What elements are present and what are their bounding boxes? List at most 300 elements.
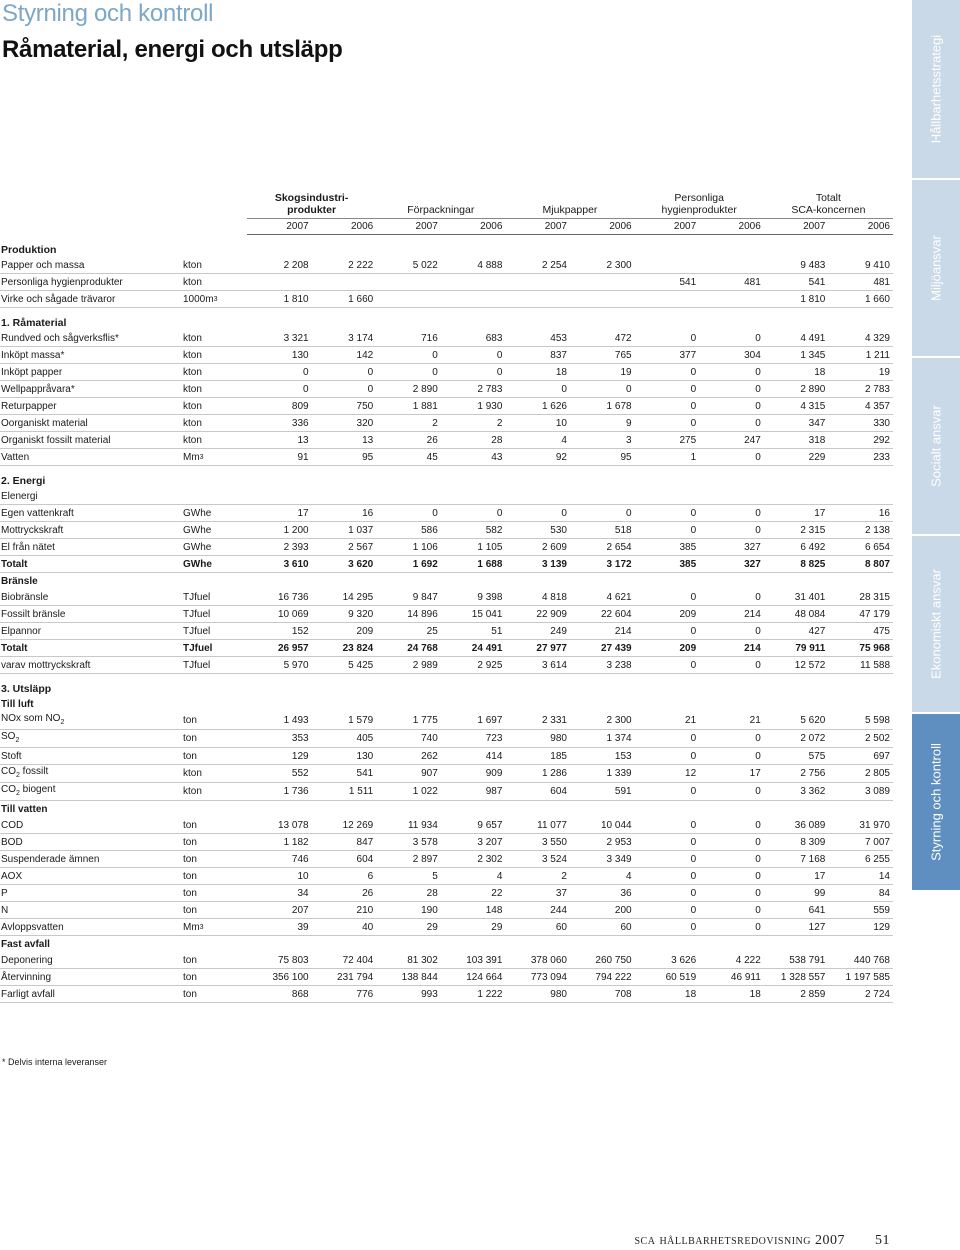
value-cell: 330 (828, 415, 893, 432)
value-cell: 385 (635, 539, 700, 556)
row-unit: ton (181, 834, 247, 851)
value-cell: 2 331 (505, 712, 570, 730)
value-cell: 1 736 (247, 783, 312, 801)
value-cell: 0 (635, 730, 700, 748)
value-cell: 1 692 (376, 556, 441, 573)
section-heading: 1. Råmaterial (1, 316, 67, 329)
row-label: Organiskt fossilt material (0, 432, 181, 449)
table-row (0, 257, 893, 274)
section-supertitle: Styrning och kontroll (2, 0, 214, 27)
value-cell: 4 888 (441, 257, 506, 274)
value-cell: 1 493 (247, 712, 312, 730)
value-cell: 9 483 (764, 257, 829, 274)
value-cell: 993 (376, 986, 441, 1003)
value-cell: 0 (635, 885, 700, 902)
value-cell: 4 (570, 868, 635, 885)
value-cell: 0 (635, 748, 700, 765)
value-cell: 200 (570, 902, 635, 919)
value-cell: 2 072 (764, 730, 829, 748)
value-cell: 2 300 (570, 257, 635, 274)
value-cell: 327 (699, 556, 764, 573)
row-unit: $1000m^3$ (181, 291, 247, 308)
group-header-skogsindustri: Skogsindustri- produkter (274, 192, 349, 216)
value-cell: 18 (635, 986, 700, 1003)
value-cell: 209 (635, 606, 700, 623)
row-label: Vatten (0, 449, 181, 466)
tab-miljoansvar[interactable]: Miljöansvar (912, 180, 960, 356)
value-cell: 39 (247, 919, 312, 936)
value-cell: 2 567 (312, 539, 377, 556)
row-unit: ton (181, 748, 247, 765)
row-unit: ton (181, 902, 247, 919)
value-cell: 327 (699, 539, 764, 556)
value-cell: 740 (376, 730, 441, 748)
value-cell: 3 578 (376, 834, 441, 851)
value-cell: 0 (635, 364, 700, 381)
value-cell: 2 925 (441, 657, 506, 674)
value-cell: 0 (699, 834, 764, 851)
row-label: Virke och sågade trävaror (0, 291, 181, 308)
tab-styrning-och-kontroll[interactable]: Styrning och kontroll (912, 714, 960, 890)
value-cell: 0 (699, 449, 764, 466)
value-cell: 24 768 (376, 640, 441, 657)
value-cell: 356 100 (247, 969, 312, 986)
value-cell (699, 291, 764, 308)
side-tab-bar (912, 0, 960, 1250)
value-cell: 2 393 (247, 539, 312, 556)
value-cell: 518 (570, 522, 635, 539)
table-row (0, 657, 893, 674)
value-cell (376, 291, 441, 308)
value-cell: 4 357 (828, 398, 893, 415)
value-cell: 23 824 (312, 640, 377, 657)
value-cell: 0 (635, 657, 700, 674)
value-cell: 0 (699, 364, 764, 381)
value-cell: 11 588 (828, 657, 893, 674)
value-cell: 124 664 (441, 969, 506, 986)
value-cell: 2 315 (764, 522, 829, 539)
row-label: Returpapper (0, 398, 181, 415)
row-label: Biobränsle (0, 589, 181, 606)
value-cell: 1 678 (570, 398, 635, 415)
value-cell: 3 238 (570, 657, 635, 674)
year-cell: 2007 (764, 219, 829, 235)
row-unit: TJfuel (181, 606, 247, 623)
value-cell: 25 (376, 623, 441, 640)
value-cell: 0 (635, 902, 700, 919)
value-cell: 541 (635, 274, 700, 291)
value-cell: 4 329 (828, 330, 893, 347)
value-cell: 552 (247, 765, 312, 783)
value-cell: 4 222 (699, 952, 764, 969)
value-cell: 591 (570, 783, 635, 801)
value-cell: 2 859 (764, 986, 829, 1003)
value-cell: 0 (699, 623, 764, 640)
value-cell: 34 (247, 885, 312, 902)
value-cell: 19 (570, 364, 635, 381)
value-cell: 260 750 (570, 952, 635, 969)
value-cell: 18 (505, 364, 570, 381)
value-cell: 0 (699, 817, 764, 834)
year-cell: 2007 (376, 219, 441, 235)
row-label: BOD (0, 834, 181, 851)
row-unit: TJfuel (181, 589, 247, 606)
value-cell: 51 (441, 623, 506, 640)
value-cell: 1 775 (376, 712, 441, 730)
row-label: NOx som $NO_2$ (0, 712, 181, 730)
value-cell: 1 881 (376, 398, 441, 415)
row-label: AOX (0, 868, 181, 885)
table-row (0, 606, 893, 623)
value-cell: 0 (635, 834, 700, 851)
value-cell: 2 222 (312, 257, 377, 274)
value-cell: 2 300 (570, 712, 635, 730)
value-cell: 2 (441, 415, 506, 432)
table-row (0, 330, 893, 347)
page-title: Råmaterial, energi och utsläpp (2, 36, 343, 63)
section-heading: 2. Energi (1, 474, 46, 487)
year-cell: 2007 (505, 219, 570, 235)
value-cell: 3 524 (505, 851, 570, 868)
value-cell: 1 626 (505, 398, 570, 415)
value-cell: 8 825 (764, 556, 829, 573)
table-row (0, 817, 893, 834)
row-label: Fossilt bränsle (0, 606, 181, 623)
value-cell: 765 (570, 347, 635, 364)
table-row (0, 640, 893, 657)
row-label: Återvinning (0, 969, 181, 986)
row-unit: ton (181, 712, 247, 730)
table-row (0, 868, 893, 885)
table-row (0, 986, 893, 1003)
value-cell (505, 274, 570, 291)
table-row (0, 398, 893, 415)
value-cell: 1 (635, 449, 700, 466)
value-cell: 16 (828, 505, 893, 522)
value-cell: 5 598 (828, 712, 893, 730)
value-cell: 214 (570, 623, 635, 640)
row-label: Farligt avfall (0, 986, 181, 1003)
value-cell: 60 519 (635, 969, 700, 986)
value-cell: 378 060 (505, 952, 570, 969)
table-row (0, 834, 893, 851)
value-cell: 29 (376, 919, 441, 936)
value-cell: 575 (764, 748, 829, 765)
value-cell: 3 614 (505, 657, 570, 674)
value-cell (699, 257, 764, 274)
year-cell: 2006 (570, 219, 635, 235)
value-cell: 559 (828, 902, 893, 919)
value-cell: 1 810 (764, 291, 829, 308)
value-cell: 0 (699, 381, 764, 398)
value-cell: 405 (312, 730, 377, 748)
row-unit: kton (181, 364, 247, 381)
value-cell: 75 803 (247, 952, 312, 969)
value-cell: 2 989 (376, 657, 441, 674)
value-cell: 3 174 (312, 330, 377, 347)
value-cell: 683 (441, 330, 506, 347)
value-cell: 127 (764, 919, 829, 936)
value-cell: 0 (441, 364, 506, 381)
row-label: Mottryckskraft (0, 522, 181, 539)
year-cell: 2007 (247, 219, 312, 235)
value-cell: 0 (376, 347, 441, 364)
value-cell: 10 069 (247, 606, 312, 623)
value-cell: 2 (505, 868, 570, 885)
row-label: Elpannor (0, 623, 181, 640)
value-cell: 24 491 (441, 640, 506, 657)
value-cell: 2 783 (441, 381, 506, 398)
group-header-forpackningar: Förpackningar (407, 204, 475, 216)
subsection-heading: Bränsle (1, 575, 38, 587)
value-cell: 0 (441, 505, 506, 522)
table-row (0, 381, 893, 398)
value-cell: 12 269 (312, 817, 377, 834)
table-row (0, 623, 893, 640)
value-cell: 75 968 (828, 640, 893, 657)
value-cell: 129 (828, 919, 893, 936)
value-cell: 868 (247, 986, 312, 1003)
value-cell: 48 084 (764, 606, 829, 623)
value-cell: 0 (699, 730, 764, 748)
row-unit: kton (181, 274, 247, 291)
value-cell: 1 211 (828, 347, 893, 364)
row-unit: GWhe (181, 522, 247, 539)
value-cell: 72 404 (312, 952, 377, 969)
value-cell: 3 626 (635, 952, 700, 969)
value-cell: 138 844 (376, 969, 441, 986)
value-cell: 36 089 (764, 817, 829, 834)
value-cell: 14 (828, 868, 893, 885)
value-cell: 475 (828, 623, 893, 640)
value-cell: 0 (635, 522, 700, 539)
row-unit: kton (181, 398, 247, 415)
value-cell: 60 (505, 919, 570, 936)
value-cell: 716 (376, 330, 441, 347)
tab-hallbarhetsstrategi[interactable]: Hållbarhetsstrategi (912, 0, 960, 178)
value-cell: 14 295 (312, 589, 377, 606)
column-group-header-row (0, 190, 893, 219)
row-unit: kton (181, 783, 247, 801)
row-label: varav mottryckskraft (0, 657, 181, 674)
value-cell: 9 657 (441, 817, 506, 834)
row-label: $SO_2$ (0, 730, 181, 748)
row-unit: ton (181, 868, 247, 885)
value-cell: 81 302 (376, 952, 441, 969)
value-cell: 17 (247, 505, 312, 522)
table-row (0, 783, 893, 801)
value-cell: 40 (312, 919, 377, 936)
value-cell: 17 (699, 765, 764, 783)
row-label: Inköpt papper (0, 364, 181, 381)
value-cell: 847 (312, 834, 377, 851)
table-row (0, 919, 893, 936)
value-cell: 0 (312, 381, 377, 398)
row-unit: kton (181, 415, 247, 432)
row-unit: TJfuel (181, 657, 247, 674)
value-cell: 26 (376, 432, 441, 449)
value-cell: 347 (764, 415, 829, 432)
group-header-personliga: Personliga hygienprodukter (661, 192, 737, 216)
value-cell: 3 349 (570, 851, 635, 868)
value-cell: 318 (764, 432, 829, 449)
value-cell (376, 274, 441, 291)
value-cell: 980 (505, 730, 570, 748)
value-cell: 1 197 585 (828, 969, 893, 986)
value-cell: 794 222 (570, 969, 635, 986)
value-cell: 2 208 (247, 257, 312, 274)
tab-ekonomiskt-ansvar[interactable]: Ekonomiskt ansvar (912, 536, 960, 712)
row-label: Personliga hygienprodukter (0, 274, 181, 291)
value-cell: 6 654 (828, 539, 893, 556)
row-unit: GWhe (181, 539, 247, 556)
value-cell: 190 (376, 902, 441, 919)
table-row (0, 347, 893, 364)
value-cell: 0 (699, 919, 764, 936)
value-cell: 3 172 (570, 556, 635, 573)
value-cell: 0 (635, 398, 700, 415)
value-cell: 586 (376, 522, 441, 539)
value-cell: 304 (699, 347, 764, 364)
value-cell: 229 (764, 449, 829, 466)
value-cell: 3 207 (441, 834, 506, 851)
value-cell: 1 037 (312, 522, 377, 539)
value-cell: 1 345 (764, 347, 829, 364)
row-unit: Mm$^3$ (181, 449, 247, 466)
row-unit: TJfuel (181, 623, 247, 640)
value-cell: 3 089 (828, 783, 893, 801)
value-cell: 0 (247, 381, 312, 398)
subsection-heading: Elenergi (0, 488, 893, 505)
value-cell: 28 315 (828, 589, 893, 606)
value-cell: 723 (441, 730, 506, 748)
table-row (0, 952, 893, 969)
value-cell (247, 274, 312, 291)
row-label: Papper och massa (0, 257, 181, 274)
row-label: Avloppsvatten (0, 919, 181, 936)
value-cell: 2 254 (505, 257, 570, 274)
value-cell: 1 328 557 (764, 969, 829, 986)
table-row (0, 291, 893, 308)
value-cell: 0 (699, 330, 764, 347)
value-cell: 1 105 (441, 539, 506, 556)
table-row (0, 364, 893, 381)
value-cell: 152 (247, 623, 312, 640)
row-label: Totalt (0, 640, 181, 657)
value-cell: 641 (764, 902, 829, 919)
page-footer (634, 1233, 890, 1249)
group-header-mjukpapper: Mjukpapper (542, 204, 598, 216)
value-cell: 0 (635, 505, 700, 522)
value-cell: 3 620 (312, 556, 377, 573)
value-cell: 377 (635, 347, 700, 364)
value-cell: 0 (505, 381, 570, 398)
value-cell: 0 (699, 851, 764, 868)
year-header-row (0, 219, 893, 235)
row-label: Suspenderade ämnen (0, 851, 181, 868)
value-cell: 0 (635, 919, 700, 936)
value-cell: 185 (505, 748, 570, 765)
table-row (0, 969, 893, 986)
value-cell: 91 (247, 449, 312, 466)
value-cell: 0 (376, 364, 441, 381)
value-cell: 0 (699, 657, 764, 674)
value-cell: 17 (764, 505, 829, 522)
value-cell: 4 621 (570, 589, 635, 606)
value-cell: 11 934 (376, 817, 441, 834)
value-cell: 3 550 (505, 834, 570, 851)
value-cell: 2 724 (828, 986, 893, 1003)
value-cell: 14 896 (376, 606, 441, 623)
value-cell: 0 (635, 868, 700, 885)
value-cell: 0 (699, 783, 764, 801)
row-unit: kton (181, 347, 247, 364)
value-cell: 1 930 (441, 398, 506, 415)
value-cell: 21 (699, 712, 764, 730)
value-cell: 6 492 (764, 539, 829, 556)
value-cell: 11 077 (505, 817, 570, 834)
value-cell: 95 (570, 449, 635, 466)
value-cell: 207 (247, 902, 312, 919)
footer-text: sca hållbarhetsredovisning 2007 (634, 1233, 845, 1248)
value-cell: 1 810 (247, 291, 312, 308)
value-cell: 10 (247, 868, 312, 885)
value-cell: 12 (635, 765, 700, 783)
value-cell: 2 756 (764, 765, 829, 783)
value-cell: 99 (764, 885, 829, 902)
value-cell: 26 (312, 885, 377, 902)
value-cell: 0 (635, 851, 700, 868)
value-cell: 60 (570, 919, 635, 936)
value-cell: 909 (441, 765, 506, 783)
value-cell: 1 200 (247, 522, 312, 539)
value-cell: 95 (312, 449, 377, 466)
value-cell: 0 (635, 589, 700, 606)
row-label: P (0, 885, 181, 902)
value-cell: 209 (635, 640, 700, 657)
value-cell: 604 (312, 851, 377, 868)
value-cell: 0 (570, 505, 635, 522)
table-row (0, 556, 893, 573)
value-cell (312, 274, 377, 291)
value-cell: 1 339 (570, 765, 635, 783)
data-table (0, 190, 893, 1003)
value-cell: 2 890 (764, 381, 829, 398)
value-cell: 1 660 (312, 291, 377, 308)
value-cell: 353 (247, 730, 312, 748)
table-row (0, 539, 893, 556)
value-cell: 26 957 (247, 640, 312, 657)
value-cell: 2 897 (376, 851, 441, 868)
value-cell: 697 (828, 748, 893, 765)
value-cell: 3 610 (247, 556, 312, 573)
table-row (0, 432, 893, 449)
row-label: Egen vattenkraft (0, 505, 181, 522)
group-header-totalt: Totalt SCA-koncernen (791, 192, 866, 216)
value-cell: 0 (505, 505, 570, 522)
value-cell: 10 044 (570, 817, 635, 834)
value-cell: 0 (699, 505, 764, 522)
tab-socialt-ansvar[interactable]: Socialt ansvar (912, 358, 960, 534)
row-unit: ton (181, 817, 247, 834)
value-cell: 17 (764, 868, 829, 885)
value-cell: 22 (441, 885, 506, 902)
value-cell (635, 291, 700, 308)
row-unit: GWhe (181, 505, 247, 522)
value-cell: 2 (376, 415, 441, 432)
value-cell: 1 286 (505, 765, 570, 783)
row-unit: Mm$^3$ (181, 919, 247, 936)
